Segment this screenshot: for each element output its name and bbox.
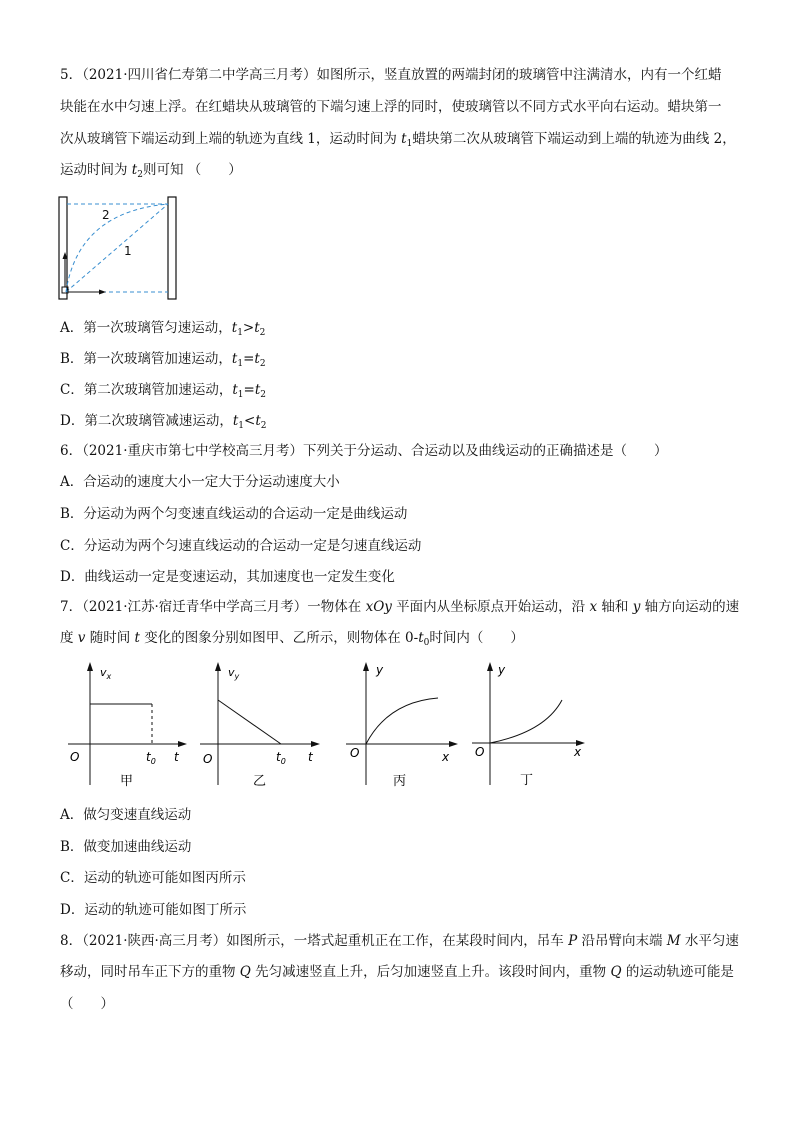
q5-stem-line2: 块能在水中匀速上浮。在红蜡块从玻璃管的下端匀速上浮的同时，使玻璃管以不同方式水平向右运动。蜡块第一 (60, 99, 722, 115)
q5-stem-line3: 次从玻璃管下端运动到上端的轨迹为直线 1，运动时间为 $t_1$蜡块第二次从玻璃管下端运动到上端的轨迹为曲线 2， (60, 131, 736, 149)
jia-origin: O (70, 750, 80, 764)
q5-curve2-label: 2 (102, 208, 110, 222)
q5-figure-glass-tube (56, 194, 186, 304)
q8-stem-line1: 8．（2021·陕西·高三月考）如图所示，一塔式起重机正在工作，在某段时间内，吊车 P 沿吊臂向末端 M 水平匀速 (60, 933, 739, 949)
q8-stem-line3: （ ） (60, 996, 114, 1012)
ding-origin: O (475, 745, 485, 759)
ding-ylabel: y (498, 663, 506, 677)
bing-ylabel: y (376, 663, 384, 677)
q7-graph-yi (198, 660, 326, 790)
q5-stem-line4: 运动时间为 $t_2$则可知 （ ） (60, 162, 242, 180)
q6-stem: 6．（2021·重庆市第七中学校高三月考）下列关于分运动、合运动以及曲线运动的正确描述是（ ） (60, 443, 668, 459)
yi-ylabel: $v_y$ (228, 666, 240, 681)
jia-tick: $t_0$ (146, 750, 156, 766)
jia-ylabel: $v_x$ (100, 666, 112, 681)
q7-stem-line2: 度 v 随时间 t 变化的图象分别如图甲、乙所示，则物体在 $0-t_0$时间内（ ） (60, 630, 524, 648)
q7-option-a[interactable]: A．做匀变速直线运动 (60, 807, 192, 823)
q5-option-c[interactable]: C．第二次玻璃管加速运动，$t_1=t_2$ (60, 382, 266, 400)
q5-option-a[interactable]: A．第一次玻璃管匀速运动，$t_1>t_2$ (60, 320, 266, 338)
q7-stem-line1: 7．（2021·江苏·宿迁青华中学高三月考）一物体在 xOy 平面内从坐标原点开始运动，沿 x 轴和 y 轴方向运动的速 (60, 599, 740, 615)
q5-option-d[interactable]: D．第二次玻璃管减速运动，$t_1<t_2$ (60, 413, 267, 431)
q5-option-b[interactable]: B．第一次玻璃管加速运动，$t_1=t_2$ (60, 351, 266, 369)
q7-option-d[interactable]: D．运动的轨迹可能如图丁所示 (60, 902, 247, 918)
q7-graph-ding (470, 660, 598, 790)
yi-caption: 乙 (253, 774, 267, 789)
q8-stem-line2: 移动，同时吊车正下方的重物 Q 先匀减速竖直上升，后匀加速竖直上升。该段时间内，重物 Q 的运动轨迹可能是 (60, 964, 734, 980)
bing-origin: O (350, 746, 360, 760)
q7-graph-jia (62, 660, 190, 790)
q6-option-d[interactable]: D．曲线运动一定是变速运动，其加速度也一定发生变化 (60, 569, 395, 585)
jia-caption: 甲 (120, 774, 134, 789)
q7-option-c[interactable]: C．运动的轨迹可能如图丙所示 (60, 870, 246, 886)
jia-xlabel: t (174, 750, 179, 764)
yi-xlabel: t (308, 750, 313, 764)
q7-graph-bing (338, 660, 466, 790)
q7-option-b[interactable]: B．做变加速曲线运动 (60, 839, 192, 855)
yi-tick: $t_0$ (276, 750, 286, 766)
q6-option-b[interactable]: B．分运动为两个匀变速直线运动的合运动一定是曲线运动 (60, 506, 408, 522)
bing-xlabel: x (442, 750, 450, 764)
q5-line1-label: 1 (124, 244, 132, 258)
q6-option-c[interactable]: C．分运动为两个匀速直线运动的合运动一定是匀速直线运动 (60, 538, 422, 554)
ding-caption: 丁 (520, 773, 534, 788)
ding-xlabel: x (574, 745, 582, 759)
q6-option-a[interactable]: A．合运动的速度大小一定大于分运动速度大小 (60, 474, 340, 490)
yi-origin: O (203, 752, 213, 766)
q5-stem-line1: 5．（2021·四川省仁寿第二中学高三月考）如图所示，竖直放置的两端封闭的玻璃管中注满清水，内有一个红蜡 (60, 67, 722, 83)
bing-caption: 丙 (393, 774, 407, 789)
